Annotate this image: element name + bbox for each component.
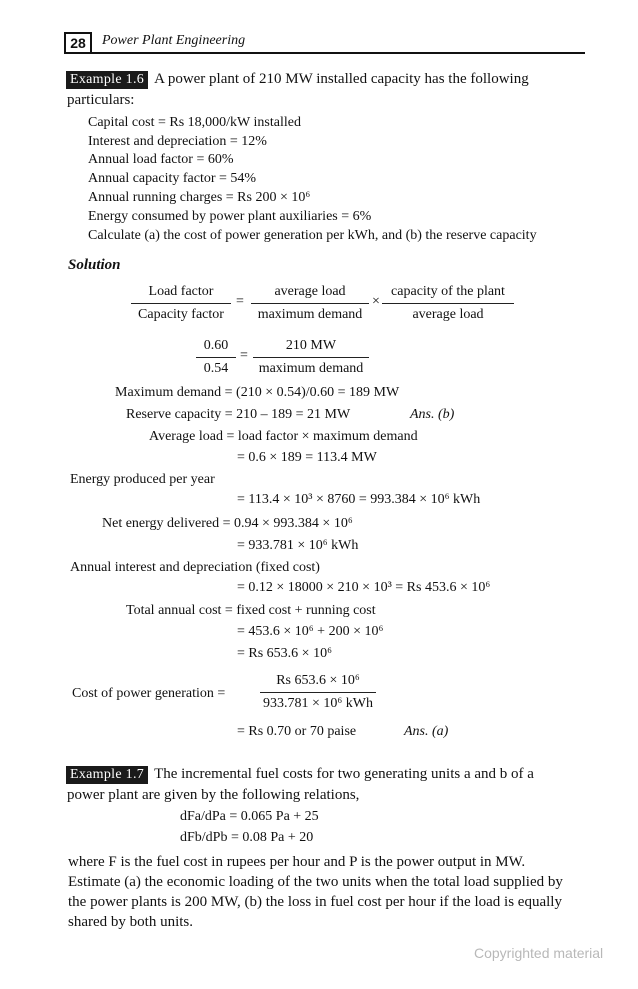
label-cost-generation: Cost of power generation = — [72, 686, 226, 701]
fraction-capacity-avg — [382, 284, 514, 323]
running-title: Power Plant Engineering — [102, 33, 246, 48]
equation-incremental-b: dFb/dPb = 0.08 Pa + 20 — [180, 830, 314, 845]
equation-incremental-a: dFa/dPa = 0.065 Pa + 25 — [180, 809, 319, 824]
fraction-numerator: Load factor — [148, 284, 214, 299]
equation-reserve: Reserve capacity = 210 – 189 = 21 MW — [126, 407, 351, 422]
page-number: 28 — [64, 32, 92, 54]
fraction-denominator: 0.54 — [203, 361, 229, 376]
body-line: the power plants is 200 MW, (b) the loss in fuel cost per hour if the load is equally — [68, 894, 562, 910]
equation-interest: = 0.12 × 18000 × 210 × 10³ = Rs 453.6 × 10⁶ — [237, 580, 491, 595]
equation-total-cost-sum: = 453.6 × 10⁶ + 200 × 10⁶ — [237, 624, 384, 639]
fraction-denominator: average load — [412, 307, 484, 322]
equation-max-demand: Maximum demand = (210 × 0.54)/0.60 = 189 MW — [115, 385, 400, 400]
particular-item: Interest and depreciation = 12% — [88, 134, 267, 149]
fraction-numerator: Rs 653.6 × 10⁶ — [276, 673, 360, 688]
particular-item: Energy consumed by power plant auxiliaries = 6% — [88, 209, 372, 224]
example-intro-text: The incremental fuel costs for two generating units a and b of a — [154, 766, 534, 782]
fraction-denominator: maximum demand — [257, 307, 363, 322]
equals-sign: = — [236, 294, 244, 309]
body-line: where F is the fuel cost in rupees per hour and P is the power output in MW. — [68, 854, 526, 870]
example-intro-text-cont: power plant are given by the following relations, — [67, 787, 360, 803]
label-interest: Annual interest and depreciation (fixed cost) — [70, 560, 320, 575]
equation-net-energy-value: = 933.781 × 10⁶ kWh — [237, 538, 359, 553]
fraction-avg-max — [251, 284, 369, 323]
equation-avg-load: Average load = load factor × maximum demand — [149, 429, 418, 444]
equation-net-energy: Net energy delivered = 0.94 × 993.384 × 10⁶ — [102, 516, 353, 531]
particular-item: Annual capacity factor = 54% — [88, 171, 257, 186]
answer-label: Ans. (a) — [404, 724, 449, 739]
fraction-denominator: 933.781 × 10⁶ kWh — [263, 696, 373, 711]
fraction-numerator: 0.60 — [203, 338, 229, 353]
solution-heading: Solution — [68, 257, 121, 273]
particular-item: Annual load factor = 60% — [88, 152, 234, 167]
fraction-210-max — [253, 338, 369, 377]
fraction-cost — [260, 673, 376, 712]
fraction-factors — [196, 338, 236, 377]
equation-avg-load-value: = 0.6 × 189 = 113.4 MW — [237, 450, 377, 465]
fraction-denominator: maximum demand — [258, 361, 364, 376]
example-1-6-intro — [66, 70, 529, 89]
equation-total-cost-result: = Rs 653.6 × 10⁶ — [237, 646, 332, 661]
fraction-numerator: capacity of the plant — [391, 284, 505, 299]
body-line: Estimate (a) the economic loading of the two units when the total load supplied by — [68, 874, 563, 890]
fraction-numerator: average load — [274, 284, 346, 299]
particular-item: Capital cost = Rs 18,000/kW installed — [88, 115, 301, 130]
times-sign: × — [372, 294, 380, 309]
particular-item: Annual running charges = Rs 200 × 10⁶ — [88, 190, 311, 205]
fraction-denominator: Capacity factor — [138, 307, 224, 322]
example-intro-text-cont: particulars: — [67, 92, 135, 108]
equals-sign: = — [240, 348, 248, 363]
answer-label: Ans. (b) — [410, 407, 455, 422]
example-badge: Example 1.7 — [66, 766, 148, 784]
equation-result: = Rs 0.70 or 70 paise — [237, 724, 357, 739]
example-badge: Example 1.6 — [66, 71, 148, 89]
particular-item: Calculate (a) the cost of power generation per kWh, and (b) the reserve capacity — [88, 228, 537, 243]
example-intro-text: A power plant of 210 MW installed capacity has the following — [154, 71, 529, 87]
fraction-load-capacity — [131, 284, 231, 323]
label-energy-produced: Energy produced per year — [70, 472, 215, 487]
equation-total-cost: Total annual cost = fixed cost + running cost — [126, 603, 376, 618]
example-1-7-intro — [66, 765, 534, 784]
body-line: shared by both units. — [68, 914, 193, 930]
copyright-watermark: Copyrighted material — [474, 945, 604, 961]
header-rule — [64, 52, 585, 54]
equation-energy-produced: = 113.4 × 10³ × 8760 = 993.384 × 10⁶ kWh — [237, 492, 481, 507]
fraction-numerator: 210 MW — [285, 338, 337, 353]
